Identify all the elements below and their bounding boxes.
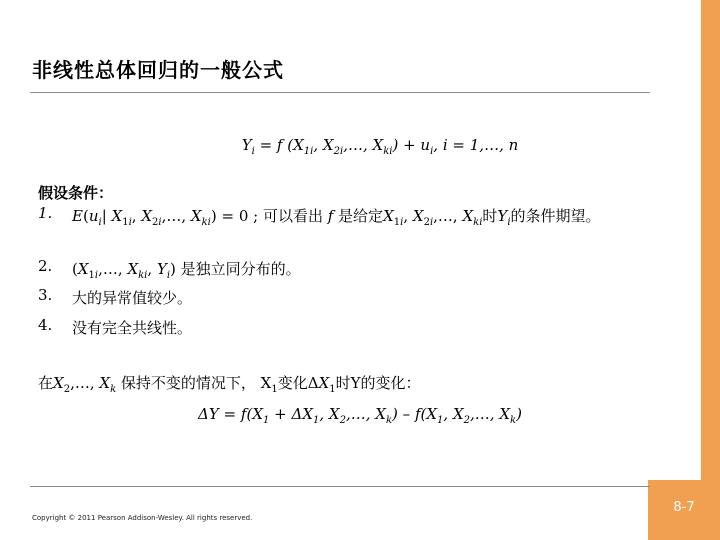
item-text: $E(u_i|$ $X_{1i}$, $X_{2i},\dots$, $X_{ki}) = 0$ ; 可以看出 f 是给定$X_{1i}$, $X_{2i},\dots$, $X_{ki}$时$Y_i$的条件期望。 bbox=[72, 207, 601, 228]
item-text: 没有完全共线性。 bbox=[72, 319, 193, 337]
item-text: ($X_{1i},\dots$, $X_{ki}$, $Y_i$) 是独立同分布的。 bbox=[72, 260, 301, 281]
accent-bar bbox=[701, 0, 720, 480]
item-number: 1. bbox=[38, 204, 53, 222]
page-title: 非线性总体回归的一般公式 bbox=[32, 58, 284, 82]
assumption-item bbox=[38, 257, 658, 281]
assumption-item bbox=[38, 316, 658, 337]
divider bbox=[30, 92, 650, 93]
page-number: 8-7 bbox=[673, 500, 695, 515]
item-number: 4. bbox=[38, 316, 53, 334]
copyright-text: Copyright © 2011 Pearson Addison-Wesley. All rights reserved. bbox=[32, 514, 253, 522]
assumption-item bbox=[38, 204, 658, 228]
delta-formula: $\Delta Y = f(X_1 + \Delta X_1$, $X_2,\dots$, $X_k) - f(X_1$, $X_2,\dots$, $X_k$) bbox=[198, 405, 522, 426]
item-text: 大的异常值较少。 bbox=[72, 289, 193, 307]
item-number: 2. bbox=[38, 257, 53, 275]
assumptions-heading: 假设条件： bbox=[38, 184, 114, 202]
footer-divider bbox=[30, 486, 650, 487]
assumption-item bbox=[38, 286, 658, 307]
item-number: 3. bbox=[38, 286, 53, 304]
regression-formula: $Y_i = f$ ($X_{1i}$, $X_{2i},\dots$, $X_{ki}) + u_i$, i = 1,…, n bbox=[241, 136, 519, 157]
conditional-statement: 在$X_2,\dots$, $X_k$ 保持不变的情况下， $X_1$变化$\Delta X_1$时Y的变化： bbox=[38, 374, 421, 395]
